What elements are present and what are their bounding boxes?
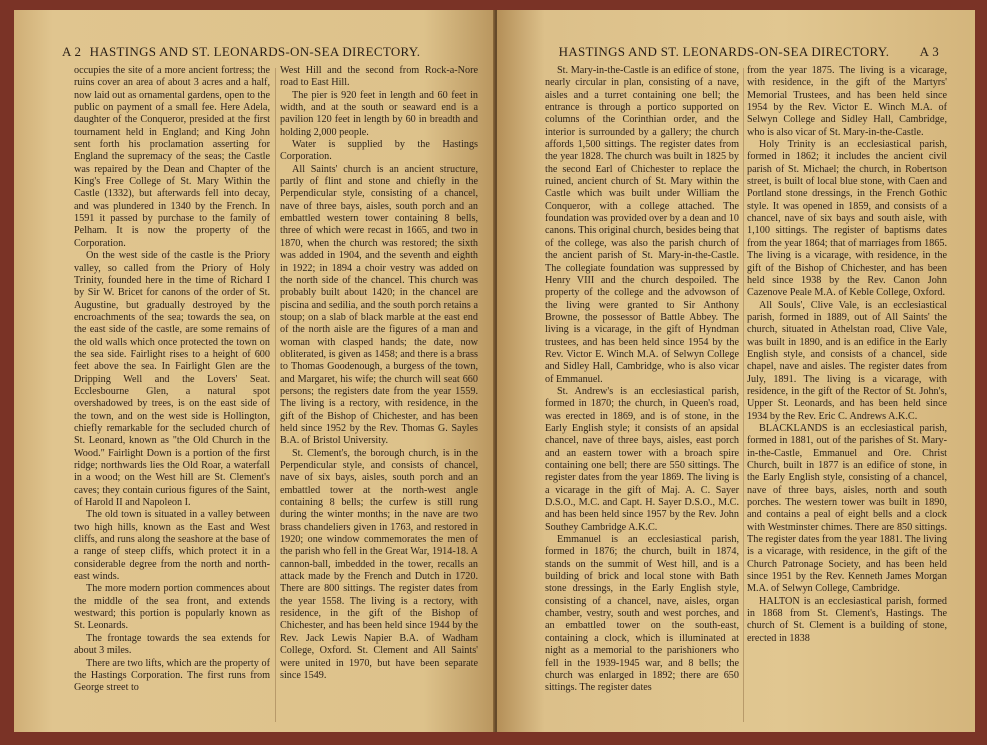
paragraph: Water is supplied by the Hastings Corporation. (280, 139, 478, 163)
right-column-2 (747, 65, 947, 726)
right-page-header (497, 44, 975, 60)
left-page-header (14, 44, 496, 60)
paragraph: Emmanuel is an ecclesiastical parish, formed in 1876; the church, built in 1874, stands on the summit of West hill, and is a building of brick and local stone with Bath stone dressings, in the Early English style, consisting of a chancel, nave, aisles, organ chamber, vestry, south and west porches, and an embattled tower on the south-east, containing a clock, which is illuminated at night as a memorial to the parishioners who fell in the 1939-1945 war, and 8 bells; the church was enlarged in 1892; there are 650 sittings. The register dates (545, 534, 739, 694)
paragraph: The more modern portion commences about the middle of the sea front, and extends westward; this portion is popularly known as St. Leonards. (74, 583, 270, 632)
paragraph: The pier is 920 feet in length and 60 feet in width, and at the south or seaward end is a pavilion 120 feet in length by 60 in breadth and holding 2,000 people. (280, 89, 478, 138)
paragraph: St. Mary-in-the-Castle is an edifice of stone, nearly circular in plan, consisting of a nave, aisles and a turret containing one bell; the entrance is through a portico supported on columns of the Corinthian order, and the interior is surrounded by a gallery; the church affords 1,500 sittings. The register dates from the year 1828. The church was built in 1825 by the second Earl of Chichester to replace the ruined, ancient church of St. Mary within the Castle which was built under William the Conqueror, with a college attached. The foundation was provided over by a dean and 10 canons. This original church, besides being that of the college, was also the parish church of the ancient parish of St. Mary-in-the-Castle. The collegiate foundation was suppressed by Henry VIII and the church despoiled. The property of the college and the advowson of the living were granted to Sir Anthony Browne, the possessor of Battle Abbey. The living is a vicarage, in the gift of Hyndman trustees, and has been held since 1954 by the Rev. Victor E. Winch M.A. of Selwyn College and Sidley Hall, Cambridge, who is also vicar of Emmanuel. (545, 65, 739, 385)
paragraph: The frontage towards the sea extends for about 3 miles. (74, 632, 270, 657)
paragraph: BLACKLANDS is an ecclesiastical parish, formed in 1881, out of the parishes of St. Mary-in-the-Castle, Emmanuel and Ore. Christ Church, built in 1877 is an edifice of stone, in the Early English style, consisting of a chancel, nave of three bays, aisles, north and south porches. The western tower was built in 1890, and contains a peal of eight bells and a clock with Westminster chimes. There are 850 sittings. The register dates from the year 1881. The living is a vicarage, with residence, in the gift of the Church Patronage Society, and has been held since 1951 by the Rev. Kenneth James Morgan M.A. of Selwyn College, Cambridge. (747, 422, 947, 595)
paragraph: All Saints' church is an ancient structure, partly of flint and stone and chiefly in the Perpendicular style, consisting of a chancel, nave of three bays, aisles, south porch and an embattled western tower containing 8 bells, three of which were recast in 1665, and two in 1870, when the church was restored; the sixth was added in 1904, and the seventh and eighth in 1922; in 1894 a choir vestry was added on the north side of the chancel. This church was probably built about 1420; in the chancel are piscina and sedilia, and the south porch retains a stoup; on a slab of black marble at the east end of the north aisle are the figures of a man and woman with clasped hands; the date, now obliterated, is given as 1458; and there is a brass to Thomas Goodenough, a burgess of the town, and Margaret, his wife; the church will seat 660 persons; the registers date from the year 1559. The living is a rectory, with residence, in the gift of the Bishop of Chichester, and has been held since 1952 by the Rev. Thomas G. Sayles B.A. of Bristol University. (280, 163, 478, 447)
right-page (497, 10, 975, 732)
paragraph: St. Clement's, the borough church, is in the Perpendicular style, and consists of chancel, nave of six bays, aisles, south porch and an embattled tower at the north-west angle containing 8 bells; the curfew is still rung during the winter months; in the nave are two brass chandeliers given in 1763, and restored in 1920; one window commemorates the men of the parish who fell in the Great War, 1914-18. A cannon-ball, imbedded in the tower, recalls an attack made by the French and Dutch in 1720. There are 800 sittings. The register dates from the year 1558. The living is a rectory, with residence, in the gift of the Bishop of Chichester, and has been held since 1944 by the Rev. Jack Lewis Napier B.A. of Wadham College, Oxford. St. Clement and All Saints' were united in 1970, but have been separate since 1549. (280, 447, 478, 681)
right-column-1 (545, 65, 739, 726)
paragraph: occupies the site of a more ancient fortress; the ruins cover an area of about 3 acres and a half, now laid out as ornamental gardens, open to the public on payment of a small fee. Here Adela, daughter of the Conqueror, presided at the first tournament held in England; and King John sent forth his proclamation asserting for England the supremacy of the seas; the Castle was repaired by the Dean and Chapter of the King's Free College of St. Mary Within the Castle (1332), but afterwards fell into decay, and was plundered in 1340 by the French. In 1591 it passed by purchase to the family of Pelham. It is now the property of the Corporation. (74, 65, 270, 249)
paragraph: from the year 1875. The living is a vicarage, with residence, in the gift of the Martyrs' Memorial Trustees, and has been held since 1954 by the Rev. Victor E. Winch M.A. of Selwyn College and Sidley Hall, Cambridge, who is also vicar of St. Mary-in-the-Castle. (747, 65, 947, 138)
left-page (14, 10, 496, 732)
paragraph: On the west side of the castle is the Priory valley, so called from the Priory of Holy Trinity, founded here in the time of Richard I by Sir W. Bricet for canons of the order of St. Augustine, but gradually destroyed by the encroachments of the sea; towards the sea, on the east side of the castle, are some remains of the old walls which once protected the town on the sea side. Fairlight rises to a height of 600 feet above the sea. In Fairlight Glen are the Dripping Well and the Lovers' Seat. Ecclesbourne Glen, a natural spot overshadowed by trees, is on the east side of the town, and on the west side is Hollington, chiefly remarkable for the secluded church of St. Leonard, known as "the Old Church in the Wood." Fairlight Down is a portion of the first ridge; northwards lies the Old Roar, a waterfall in a wood; on the West hill are St. Clement's caves; they contain curious figures of the Saint, of Harold II and Napoleon I. (74, 250, 270, 509)
paragraph: West Hill and the second from Rock-a-Nore road to East Hill. (280, 65, 478, 89)
paragraph: HALTON is an ecclesiastical parish, formed in 1868 from St. Clement's, Hastings. The church of St. Clement is a building of stone, erected in 1838 (747, 595, 947, 644)
left-column-1 (74, 65, 270, 726)
paragraph: Holy Trinity is an ecclesiastical parish, formed in 1862; it includes the ancient civil parish of St. Michael; the church, in Robertson street, is built of local blue stone, with Caen and Portland stone dressings, in the French Gothic style. It was opened in 1859, and consists of a chancel, nave of six bays and south aisle, with 1,100 sittings. The register of baptisms dates from the year 1864; that of marriages from 1865. The living is a vicarage, with residence, in the gift of the Bishop of Chichester, and has been held since 1938 by the Rev. Canon John Cazenove Peale M.A. of Keble College, Oxford. (747, 139, 948, 299)
paragraph: There are two lifts, which are the property of the Hastings Corporation. The first runs from George street to (74, 657, 270, 694)
right-running-head: HASTINGS AND ST. LEONARDS-ON-SEA DIRECTORY. (558, 44, 890, 59)
paragraph: The old town is situated in a valley between two high hills, known as the East and West cliffs, and runs along the seashore at the base of a range of steep cliffs, which protect it in a considerable degree from the north and north-east winds. (74, 509, 270, 583)
left-running-head: HASTINGS AND ST. LEONARDS-ON-SEA DIRECTORY. (89, 44, 421, 59)
left-page-number: A 2 (62, 44, 82, 59)
column-rule (275, 68, 276, 722)
paragraph: St. Andrew's is an ecclesiastical parish, formed in 1870; the church, in Queen's road, was erected in 1869, and is of stone, in the Early English style; it consists of an apsidal chancel, nave of three bays, aisles, east porch and an eastern tower with a broach spire containing one bell; there are 550 sittings. The register dates from the year 1869. The living is a vicarage in the gift of Maj. A. C. Sayer D.S.O., M.C. and Capt. H. Sayer D.S.O., M.C. and has been held since 1957 by the Rev. John Southey Cambridge A.K.C. (545, 385, 739, 533)
paragraph: All Souls', Clive Vale, is an ecclesiastical parish, formed in 1889, out of All Saints' the church, situated in Athelstan road, Clive Vale, was built in 1890, and is an edifice in the Early English style, and consists of a chancel, side chapel, nave and aisles. The register dates from July, 1891. The living is a vicarage, with residence, in the gift of the Rector of St. John's, Upper St. Leonards, and has been held since 1934 by the Rev. Eric C. Andrews A.K.C. (747, 299, 947, 422)
right-page-number: A 3 (919, 44, 939, 59)
left-column-2 (280, 65, 478, 726)
column-rule (743, 68, 744, 722)
